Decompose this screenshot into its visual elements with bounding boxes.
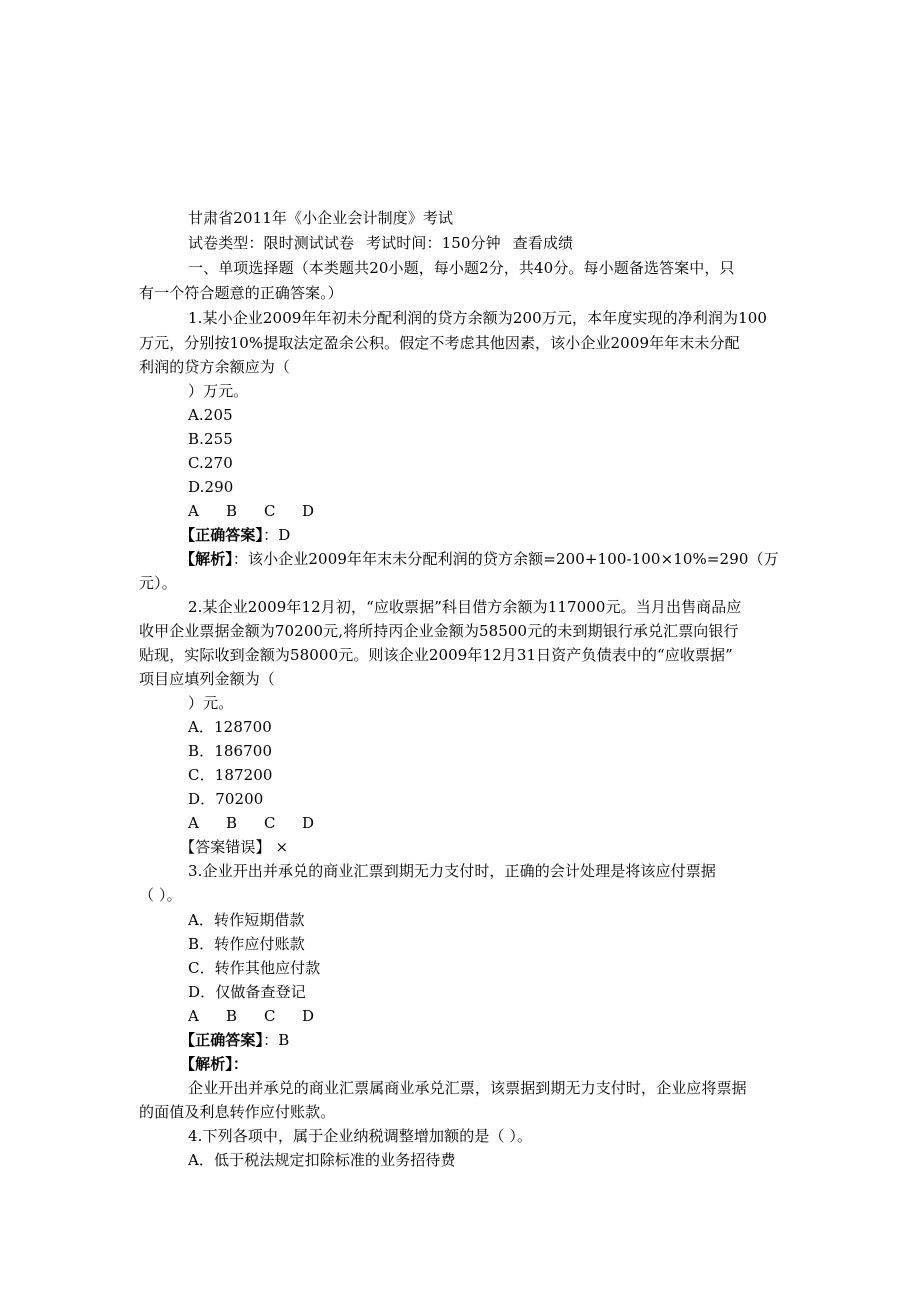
q1-analysis <box>180 549 779 569</box>
q2-result: 【答案错误】 × <box>180 838 289 856</box>
q4-option-a: A．低于税法规定扣除标准的业务招待费 <box>188 1151 456 1169</box>
q2-choice-c[interactable]: C <box>264 814 276 832</box>
q3-option-b: B．转作应付账款 <box>188 935 305 953</box>
q1-option-a: A.205 <box>188 406 233 424</box>
q1-choice-d[interactable]: D <box>302 502 315 520</box>
q3-choice-row <box>188 1006 340 1026</box>
q3-option-a: A．转作短期借款 <box>188 911 305 929</box>
q4-text-line1: 4.下列各项中，属于企业纳税调整增加额的是（ ）。 <box>188 1127 533 1145</box>
q2-option-a: A．128700 <box>188 718 272 736</box>
q2-text-line5: ）元。 <box>188 694 234 712</box>
q1-choice-b[interactable]: B <box>226 502 238 520</box>
q3-choice-c[interactable]: C <box>264 1007 276 1025</box>
q3-choice-a[interactable]: A <box>188 1007 199 1025</box>
q3-analysis-heading <box>180 1054 248 1074</box>
q1-choice-a[interactable]: A <box>188 502 199 520</box>
q2-choice-b[interactable]: B <box>226 814 238 832</box>
q3-analysis-line2: 的面值及利息转作应付账款。 <box>139 1103 336 1121</box>
q2-option-b: B．186700 <box>188 742 273 760</box>
q1-choice-c[interactable]: C <box>264 502 276 520</box>
q3-option-d: D．仅做备查登记 <box>188 983 306 1001</box>
q1-option-d: D.290 <box>188 478 234 496</box>
q1-option-c: C.270 <box>188 454 233 472</box>
q1-text-line1: 1.某小企业2009年年初未分配利润的贷方余额为200万元，本年度实现的净利润为100 <box>188 309 768 327</box>
q3-option-c: C．转作其他应付款 <box>188 959 321 977</box>
q2-choice-a[interactable]: A <box>188 814 199 832</box>
q1-text-line3: 利润的贷方余额应为（ <box>139 358 291 376</box>
q1-answer-label: 【正确答案】 <box>180 526 264 544</box>
q3-text-line2: （ ）。 <box>139 886 182 904</box>
exam-meta <box>188 233 573 253</box>
q2-text-line4: 项目应填列金额为（ <box>139 670 275 688</box>
q2-option-d: D．70200 <box>188 790 264 808</box>
q3-text-line1: 3.企业开出并承兑的商业汇票到期无力支付时，正确的会计处理是将该应付票据 <box>188 862 716 880</box>
q1-option-b: B.255 <box>188 430 233 448</box>
q3-choice-b[interactable]: B <box>226 1007 238 1025</box>
q2-option-c: C．187200 <box>188 766 273 784</box>
exam-time: 考试时间：150分钟 <box>366 234 501 252</box>
q2-choice-row <box>188 813 340 833</box>
q3-analysis-line1: 企业开出并承兑的商业汇票属商业承兑汇票，该票据到期无力支付时，企业应将票据 <box>188 1079 747 1097</box>
q1-analysis-label: 【解析】 <box>180 550 233 568</box>
q1-answer-value: ：D <box>263 526 291 544</box>
q3-answer-label: 【正确答案】 <box>180 1031 264 1049</box>
q3-answer-value: ：B <box>263 1031 290 1049</box>
exam-title: 甘肃省2011年《小企业会计制度》考试 <box>188 209 454 227</box>
section-heading-line1: 一、单项选择题（本类题共20小题，每小题2分，共40分。每小题备选答案中，只 <box>188 259 735 277</box>
q2-text-line1: 2.某企业2009年12月初，“应收票据”科目借方余额为117000元。当月出售商品应 <box>188 598 742 616</box>
q2-choice-d[interactable]: D <box>302 814 315 832</box>
q1-answer <box>180 525 290 545</box>
q1-text-line2: 万元，分别按10%提取法定盈余公积。假定不考虑其他因素，该小企业2009年年末未分配 <box>139 334 740 352</box>
q1-text-line4: ）万元。 <box>188 382 249 400</box>
q3-analysis-label: 【解析】 <box>180 1055 233 1073</box>
q1-analysis-line1: ：该小企业2009年年末未分配利润的贷方余额=200+100-100×10%=290（万 <box>232 550 779 568</box>
q1-analysis-line2: 元）。 <box>139 574 177 592</box>
q2-text-line2: 收甲企业票据金额为70200元,将所持丙企业金额为58500元的未到期银行承兑汇票向银行 <box>139 622 739 640</box>
view-score-link[interactable]: 查看成绩 <box>512 234 574 252</box>
paper-type: 试卷类型：限时测试试卷 <box>188 234 355 252</box>
q3-answer <box>180 1030 289 1050</box>
q1-choice-row <box>188 501 340 521</box>
q2-text-line3: 贴现，实际收到金额为58000元。则该企业2009年12月31日资产负债表中的“应收票据” <box>139 646 733 664</box>
q3-choice-d[interactable]: D <box>302 1007 315 1025</box>
q3-analysis-colon: ： <box>232 1055 249 1073</box>
section-heading-line2: 有一个符合题意的正确答案。） <box>139 284 343 302</box>
